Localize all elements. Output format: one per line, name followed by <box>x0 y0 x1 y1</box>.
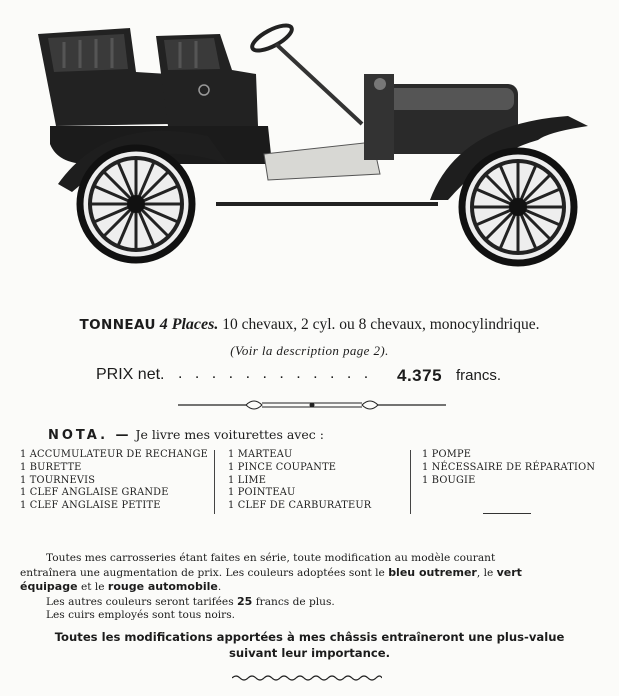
front-seat <box>156 34 258 126</box>
closing-line-1: Toutes les modifications apportées à mes châssis entraîneront une plus-value <box>54 630 565 644</box>
list-item: 1 POMPE <box>422 449 472 460</box>
closing-statement <box>0 630 619 661</box>
color-blue: bleu outremer <box>388 565 477 579</box>
list-item: 1 LIME <box>228 474 267 486</box>
list-item: 1 ACCUMULATEUR DE RECHANGE <box>20 449 208 460</box>
color-green-b: équipage <box>20 580 78 593</box>
para-text: Les autres couleurs seront tarifées <box>46 595 234 608</box>
para-line <box>20 580 605 595</box>
list-item: 1 MARTEAU <box>228 449 293 460</box>
model-specs: 10 chevaux, 2 cyl. ou 8 chevaux, monocylindrique. <box>222 316 540 333</box>
para-text: entraînera une augmentation de prix. Les couleurs adoptées sont le <box>20 566 385 579</box>
list-item: 1 NÉCESSAIRE DE RÉPARATION <box>422 461 596 473</box>
para-text: et le <box>80 581 105 593</box>
rear-seat <box>38 28 170 126</box>
floor <box>264 142 380 180</box>
price-label: PRIX net. <box>96 366 165 383</box>
rear-wheel <box>80 148 192 260</box>
list-item: 1 PINCE COUPANTE <box>228 461 337 473</box>
description-note: (Voir la description page 2). <box>230 343 389 358</box>
accessories-col-3 <box>422 449 595 487</box>
column-divider <box>410 450 411 514</box>
nota-label: NOTA. — <box>48 428 132 443</box>
closing-line-2: suivant leur importance. <box>229 645 390 660</box>
para-text: , le <box>476 566 494 579</box>
steering-wheel <box>249 21 362 124</box>
para-line <box>20 595 605 610</box>
list-item: 1 POINTEAU <box>228 487 296 499</box>
color-green-a: vert <box>496 565 522 579</box>
para-text: francs de plus. <box>255 595 335 608</box>
para-line: Toutes mes carrosseries étant faites en série, toute modification au modèle courant <box>46 552 496 564</box>
conditions-paragraph <box>20 552 605 623</box>
para-line: Les cuirs employés sont tous noirs. <box>46 609 236 621</box>
column-divider <box>214 450 215 514</box>
list-item: 1 BOUGIE <box>422 474 476 486</box>
model-places: 4 Places. <box>159 316 219 333</box>
price-value: 4.375 <box>397 366 443 385</box>
nota-line <box>48 427 324 443</box>
ornament-divider <box>178 395 446 415</box>
model-heading <box>0 316 619 334</box>
front-wheel <box>462 151 574 263</box>
list-item: 1 CLEF ANGLAISE PETITE <box>20 500 161 512</box>
accessories-col-1 <box>20 449 208 513</box>
list-item: 1 CLEF DE CARBURATEUR <box>228 500 372 512</box>
list-item: 1 TOURNEVIS <box>20 474 96 486</box>
color-red: rouge automobile <box>107 580 218 593</box>
price-unit: francs. <box>456 367 502 384</box>
para-text: . <box>217 581 222 593</box>
nota-text: Je livre mes voiturettes avec : <box>135 427 324 442</box>
para-line <box>20 566 605 581</box>
car-illustration <box>28 14 603 299</box>
price-leader-dots: . . . . . . . . . . . . <box>178 365 373 382</box>
list-item: 1 BURETTE <box>20 461 82 473</box>
list-end-rule <box>483 513 531 514</box>
model-name: TONNEAU <box>79 317 156 333</box>
wavy-rule <box>232 673 382 683</box>
accessories-col-2 <box>228 449 371 513</box>
list-item: 1 CLEF ANGLAISE GRANDE <box>20 487 169 499</box>
surcharge-amount: 25 <box>237 594 253 608</box>
